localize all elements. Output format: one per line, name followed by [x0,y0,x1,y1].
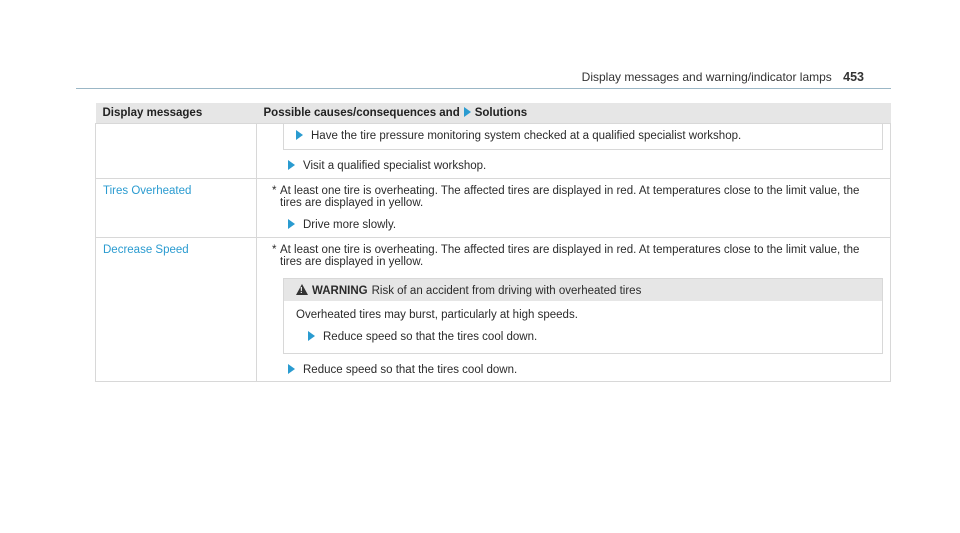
warning-body [284,301,882,353]
step-text: Reduce speed so that the tires cool down. [303,364,518,376]
display-message-decrease-speed: Decrease Speed [103,244,189,256]
solution-step [288,219,883,231]
continued-step-box [283,124,883,150]
section-title: Display messages and warning/indicator lamps [581,70,832,84]
arrow-right-icon [464,107,471,117]
warning-header [284,279,882,301]
page-header [0,70,864,86]
warning-title: Risk of an accident from driving with overheated tires [371,285,642,297]
header-divider [76,88,891,89]
display-message-cell [96,124,257,179]
col-header-solutions-text: Solutions [474,107,528,119]
warning-triangle-icon [296,284,308,295]
arrow-right-icon [308,331,315,341]
col-header-display-messages: Display messages [96,103,257,124]
display-message-cell [96,179,257,238]
solutions-cell [257,124,891,179]
table-header-row [96,103,891,124]
asterisk-icon: * [272,185,277,197]
cause-bullet [272,185,883,209]
arrow-right-icon [288,219,295,229]
arrow-right-icon [288,364,295,374]
display-messages-table [95,103,891,382]
solution-step [288,364,883,376]
display-message-cell [96,238,257,382]
warning-box [283,278,883,354]
display-message-tires-overheated: Tires Overheated [103,185,192,197]
cause-text: At least one tire is overheating. The affected tires are displayed in red. At temperatures close to the limit value, the tires are displayed in yellow. [280,244,860,268]
solutions-cell [257,238,891,382]
table-row [96,124,891,179]
step-text: Drive more slowly. [303,219,397,231]
step-text: Reduce speed so that the tires cool down. [323,331,538,343]
warning-text: Overheated tires may burst, particularly at high speeds. [296,309,578,321]
table-row [96,238,891,382]
step-text: Visit a qualified specialist workshop. [303,160,487,172]
solution-step [288,160,883,172]
step-text: Have the tire pressure monitoring system checked at a qualified specialist workshop. [311,130,742,142]
warning-step [308,331,870,343]
arrow-right-icon [288,160,295,170]
table-row [96,179,891,238]
cause-text: At least one tire is overheating. The affected tires are displayed in red. At temperatures close to the limit value, the tires are displayed in yellow. [280,185,860,209]
col-header-causes-text: Possible causes/consequences and [263,107,460,119]
solutions-cell [257,179,891,238]
col-header-causes-solutions [257,103,891,124]
page-number: 453 [843,70,864,84]
warning-label: WARNING [312,285,368,297]
cause-bullet [272,244,883,268]
asterisk-icon: * [272,244,277,256]
arrow-right-icon [296,130,303,140]
